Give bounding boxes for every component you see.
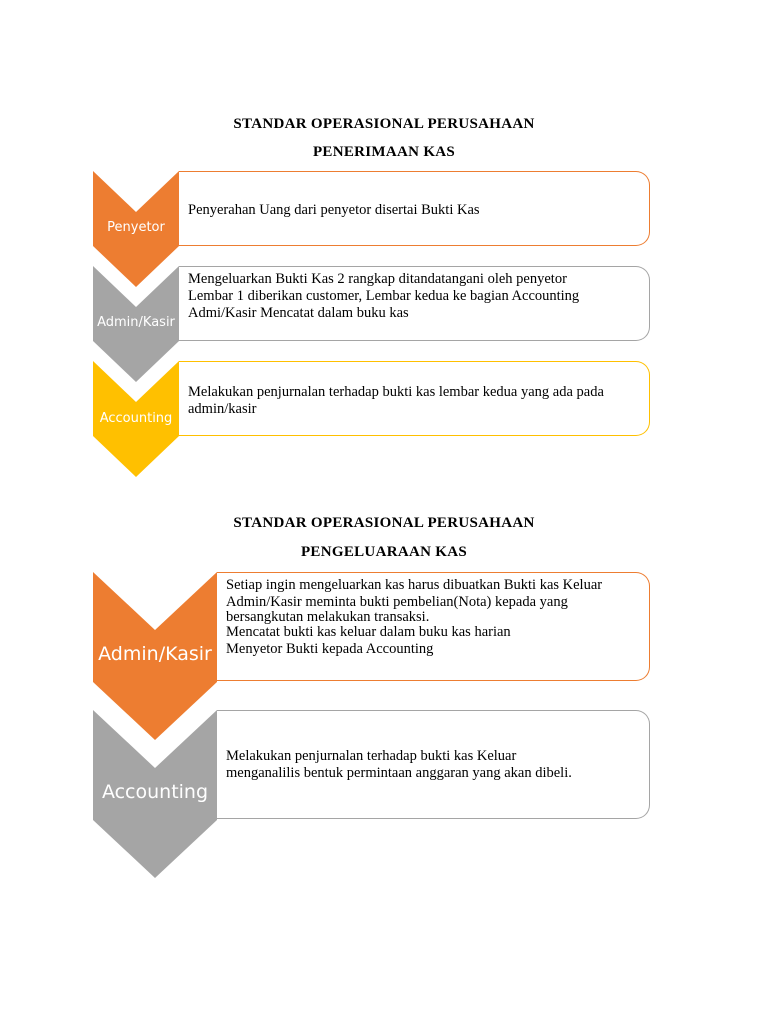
step-text-line: Admi/Kasir Mencatat dalam buku kas: [188, 305, 409, 321]
section1-title: STANDAR OPERASIONAL PERUSAHAAN: [233, 116, 535, 132]
step-label-admin-kasir-2: Admin/Kasir: [98, 643, 212, 665]
section2-title: STANDAR OPERASIONAL PERUSAHAAN: [233, 515, 535, 531]
step-text-line: admin/kasir: [188, 401, 257, 417]
step-text-line: Melakukan penjurnalan terhadap bukti kas lembar kedua yang ada pada: [188, 384, 604, 400]
step-text-line: Penyerahan Uang dari penyetor disertai Bukti Kas: [188, 202, 480, 218]
step-text-line: Mengeluarkan Bukti Kas 2 rangkap ditandatangani oleh penyetor: [188, 271, 567, 287]
step-box-admin-kasir-2: [217, 572, 650, 681]
step-text-line: bersangkutan melakukan transaksi.: [226, 609, 430, 625]
step-text-line: Lembar 1 diberikan customer, Lembar kedua ke bagian Accounting: [188, 288, 580, 304]
section2-subtitle: PENGELUARAAN KAS: [300, 544, 468, 560]
step-box-admin-kasir: [179, 266, 650, 341]
step-label-accounting: Accounting: [99, 411, 173, 426]
step-label-accounting-2: Accounting: [101, 781, 209, 803]
step-text-line: Melakukan penjurnalan terhadap bukti kas Keluar: [226, 748, 517, 764]
step-text-line: Setiap ingin mengeluarkan kas harus dibuatkan Bukti kas Keluar: [226, 577, 603, 593]
step-box-accounting: [179, 361, 650, 436]
section1-subtitle: PENERIMAAN KAS: [312, 144, 456, 160]
step-text-line: Admin/Kasir meminta bukti pembelian(Nota) kepada yang: [226, 594, 568, 610]
step-label-penyetor: Penyetor: [107, 220, 165, 235]
step-box-accounting-2: [217, 710, 650, 819]
step-text-line: Menyetor Bukti kepada Accounting: [226, 641, 434, 657]
step-box-penyetor: [179, 171, 650, 246]
step-label-admin-kasir: Admin/Kasir: [97, 315, 175, 330]
step-text-line: menganalilis bentuk permintaan anggaran yang akan dibeli.: [226, 765, 572, 781]
step-text-line: Mencatat bukti kas keluar dalam buku kas harian: [226, 624, 511, 640]
